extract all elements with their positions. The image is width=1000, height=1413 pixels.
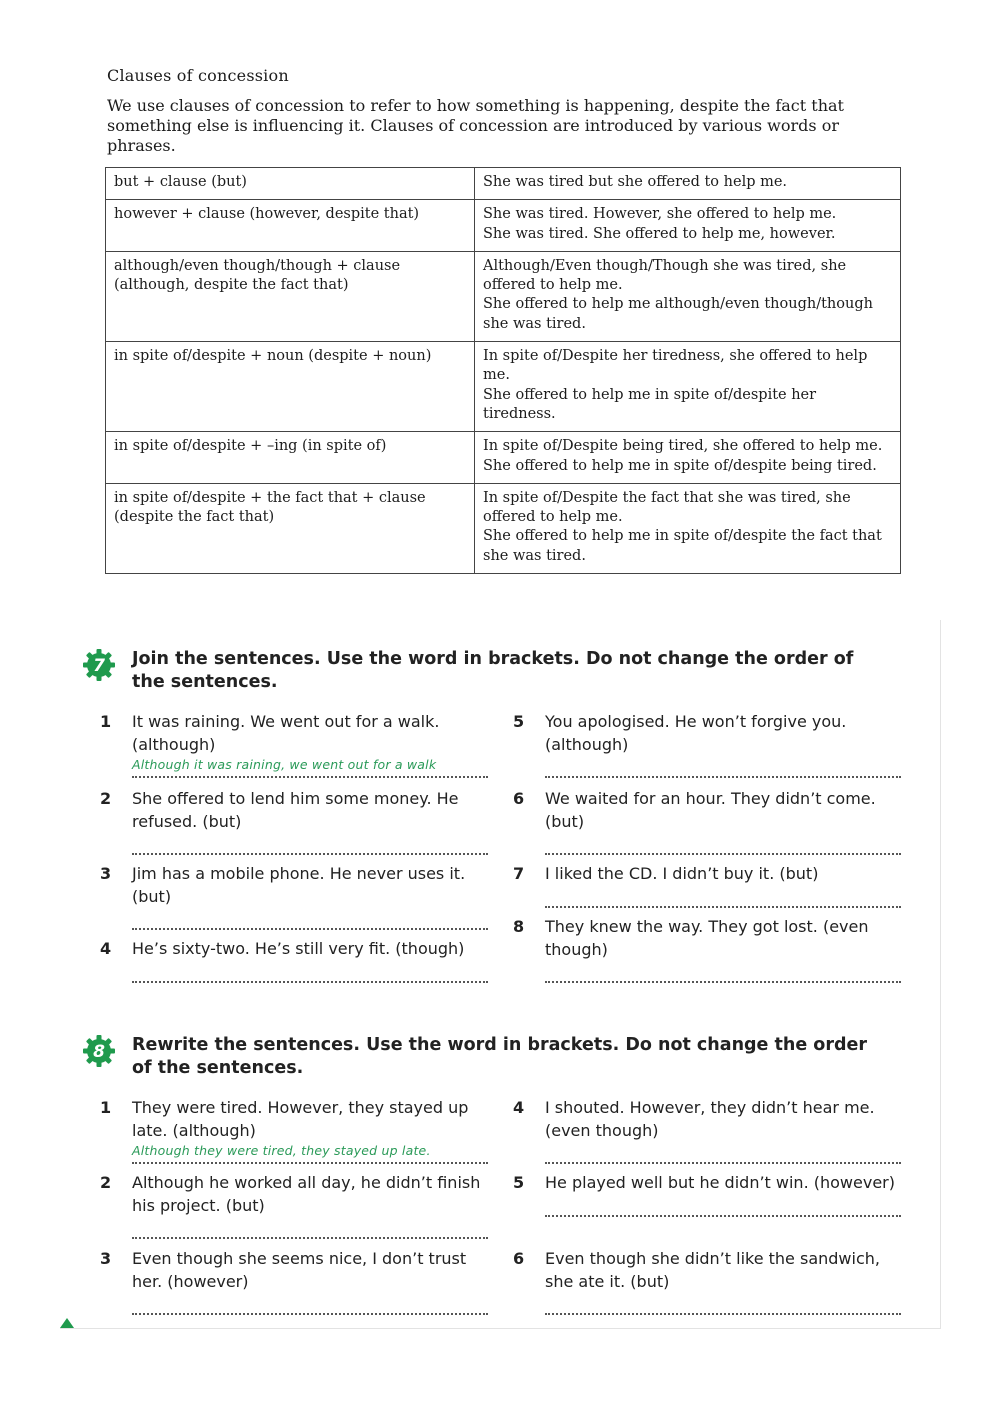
exercise-item <box>100 1172 490 1239</box>
exercise-7-heading <box>82 648 882 694</box>
item-number: 2 <box>100 1173 112 1192</box>
exercise-item <box>513 1248 903 1315</box>
item-prompt: He’s sixty-two. He’s still very fit. (though) <box>132 939 465 958</box>
item-prompt: Jim has a mobile phone. He never uses it. (but) <box>132 864 466 906</box>
item-number: 4 <box>513 1098 525 1117</box>
example-cell <box>475 251 901 341</box>
item-prompt: I liked the CD. I didn’t buy it. (but) <box>545 864 819 883</box>
item-prompt: Even though she didn’t like the sandwich, she ate it. (but) <box>545 1249 880 1291</box>
item-number: 2 <box>100 789 112 808</box>
example-line: She offered to help me in spite of/despite the fact that she was tired. <box>483 528 882 564</box>
example-cell <box>475 342 901 432</box>
exercise-item <box>100 938 490 983</box>
answer-line[interactable] <box>545 965 901 983</box>
answer-line[interactable] <box>545 1297 901 1315</box>
exercise-item <box>513 916 903 983</box>
exercise-number: 7 <box>93 656 105 676</box>
form-cell: but + clause (but) <box>106 168 475 200</box>
exercise-item <box>100 863 490 930</box>
example-line: She was tired. She offered to help me, however. <box>483 225 836 242</box>
form-cell: in spite of/despite + noun (despite + noun) <box>106 342 475 432</box>
exercise-item <box>513 1097 903 1164</box>
exercise-item <box>100 1248 490 1315</box>
exercise-8-heading <box>82 1034 882 1080</box>
exercise-instruction: Join the sentences. Use the word in brackets. Do not change the order of the sentences. <box>132 649 854 692</box>
answer-line[interactable] <box>132 756 488 778</box>
exercise-item <box>513 863 903 908</box>
form-cell: in spite of/despite + –ing (in spite of) <box>106 432 475 484</box>
example-cell <box>475 432 901 484</box>
example-line: In spite of/Despite her tiredness, she offered to help me. <box>483 348 868 384</box>
item-number: 8 <box>513 917 525 936</box>
table-row <box>106 483 901 573</box>
example-cell <box>475 483 901 573</box>
example-line: She was tired. However, she offered to help me. <box>483 206 837 223</box>
example-line: In spite of/Despite being tired, she offered to help me. <box>483 438 883 455</box>
example-line: Although/Even though/Though she was tired, she offered to help me. <box>483 257 847 294</box>
example-line: She offered to help me in spite of/despite her tiredness. <box>483 386 817 422</box>
rules-table <box>105 167 901 574</box>
item-prompt: I shouted. However, they didn’t hear me. (even though) <box>545 1098 875 1140</box>
example-line: She was tired but she offered to help me. <box>483 174 788 190</box>
exercise-item <box>513 711 903 778</box>
exercise-item <box>513 1172 903 1217</box>
answer-line[interactable] <box>132 1142 488 1164</box>
answer-text: Although it was raining, we went out for a walk <box>132 756 437 772</box>
answer-line[interactable] <box>132 837 488 855</box>
item-number: 6 <box>513 1249 525 1268</box>
intro-paragraph: We use clauses of concession to refer to how something is happening, despite the fact that something else is influencing it. Clauses of concession are introduced by various words or phrases. <box>107 96 844 155</box>
item-number: 3 <box>100 864 112 883</box>
exercise-item <box>100 788 490 855</box>
item-number: 3 <box>100 1249 112 1268</box>
answer-line[interactable] <box>132 912 488 930</box>
exercise-item <box>100 711 490 778</box>
table-row <box>106 342 901 432</box>
answer-text: Although they were tired, they stayed up late. <box>132 1142 431 1158</box>
answer-line[interactable] <box>132 965 488 983</box>
section-title: Clauses of concession <box>107 66 289 85</box>
example-cell <box>475 168 901 200</box>
answer-line[interactable] <box>545 760 901 778</box>
item-prompt: You apologised. He won’t forgive you. (although) <box>545 712 847 754</box>
item-prompt: He played well but he didn’t win. (however) <box>545 1173 895 1192</box>
gear-badge-icon <box>82 1034 116 1068</box>
exercise-item <box>100 1097 490 1164</box>
item-number: 5 <box>513 712 525 731</box>
example-cell <box>475 200 901 252</box>
answer-line[interactable] <box>132 1221 488 1239</box>
table-row <box>106 168 901 200</box>
form-cell: although/even though/though + clause (although, despite the fact that) <box>106 251 475 341</box>
gear-badge-icon <box>82 648 116 682</box>
item-number: 4 <box>100 939 112 958</box>
answer-line[interactable] <box>545 837 901 855</box>
item-prompt: Even though she seems nice, I don’t trust her. (however) <box>132 1249 467 1291</box>
table-row <box>106 200 901 252</box>
item-prompt: We waited for an hour. They didn’t come. (but) <box>545 789 876 831</box>
exercise-number: 8 <box>93 1042 105 1062</box>
exercise-instruction: Rewrite the sentences. Use the word in brackets. Do not change the order of the sentences. <box>132 1035 867 1078</box>
answer-line[interactable] <box>545 1199 901 1217</box>
item-number: 1 <box>100 1098 112 1117</box>
item-prompt: Although he worked all day, he didn’t finish his project. (but) <box>132 1173 481 1215</box>
table-row <box>106 432 901 484</box>
item-number: 1 <box>100 712 112 731</box>
table-row <box>106 251 901 341</box>
corner-triangle-icon <box>60 1318 74 1328</box>
exercise-item <box>513 788 903 855</box>
example-line: She offered to help me in spite of/despite being tired. <box>483 457 877 474</box>
example-line: In spite of/Despite the fact that she was tired, she offered to help me. <box>483 489 851 526</box>
item-prompt: She offered to lend him some money. He refused. (but) <box>132 789 459 831</box>
answer-line[interactable] <box>545 1146 901 1164</box>
item-prompt: They were tired. However, they stayed up late. (although) <box>132 1098 469 1140</box>
item-number: 7 <box>513 864 525 883</box>
example-line: She offered to help me although/even though/though she was tired. <box>483 296 873 332</box>
form-cell: in spite of/despite + the fact that + clause (despite the fact that) <box>106 483 475 573</box>
item-prompt: It was raining. We went out for a walk. (although) <box>132 712 440 754</box>
item-prompt: They knew the way. They got lost. (even though) <box>545 917 869 959</box>
item-number: 6 <box>513 789 525 808</box>
form-cell: however + clause (however, despite that) <box>106 200 475 252</box>
answer-line[interactable] <box>545 890 901 908</box>
answer-line[interactable] <box>132 1297 488 1315</box>
item-number: 5 <box>513 1173 525 1192</box>
